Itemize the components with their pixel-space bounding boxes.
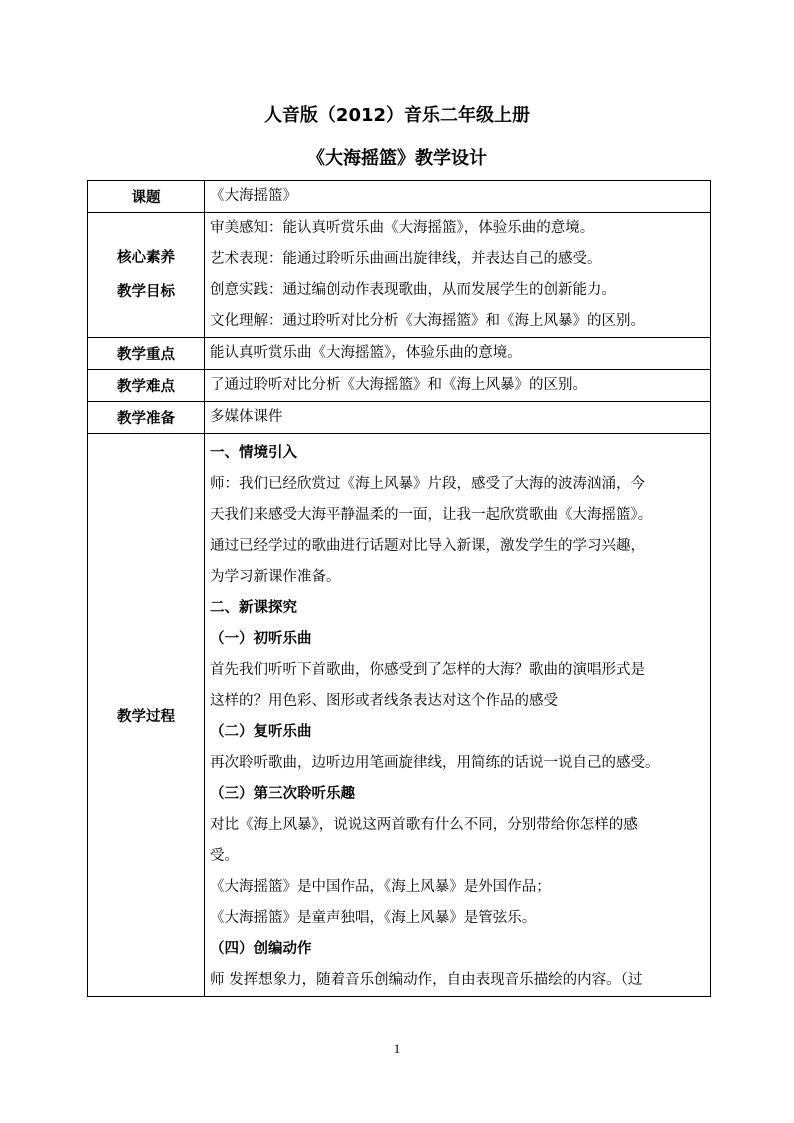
table-row-core-literacy [88,213,711,338]
label-line: 教学目标 [117,284,175,300]
content-line: 这样的？用色彩、图形或者线条表达对这个作品的感受 [210,693,558,709]
row-content-core-literacy [205,213,711,338]
row-label-core-literacy [88,213,205,338]
content-line: 多媒体课件 [210,409,283,425]
row-content-key-point [205,338,711,370]
table-row-preparation [88,402,711,434]
subsection-heading: （二）复听乐曲 [210,724,312,740]
table-row-difficulty [88,370,711,402]
row-content-difficulty [205,370,711,402]
table-row-key-point [88,338,711,370]
content-line: 为学习新课作准备。 [210,569,341,585]
row-label-difficulty: 教学难点 [88,370,205,402]
lesson-plan-table [87,180,711,997]
section-heading: 一、情境引入 [210,445,297,461]
page-number: 1 [393,1041,401,1056]
content-line: 能认真听赏乐曲《大海摇篮》，体验乐曲的意境。 [210,345,522,361]
table-row-process [88,434,711,997]
subsection-heading: （四）创编动作 [210,941,312,957]
table-row-topic [88,181,711,213]
row-label-topic: 课题 [88,181,205,213]
content-line: 审美感知：能认真听赏乐曲《大海摇篮》，体验乐曲的意境。 [210,220,595,236]
section-heading: 二、新课探究 [210,600,297,616]
content-line: 了通过聆听对比分析《大海摇篮》和《海上风暴》的区别。 [210,377,587,393]
content-line: 通过已经学过的歌曲进行话题对比导入新课，激发学生的学习兴趣， [210,538,645,554]
content-line: 《大海摇篮》是童声独唱，《海上风暴》是管弦乐。 [210,910,537,926]
content-line: 天我们来感受大海平静温柔的一面，让我一起欣赏歌曲《大海摇篮》。 [210,507,653,523]
label-line: 核心素养 [117,250,175,266]
row-label-key-point: 教学重点 [88,338,205,370]
page-subtitle: 《大海摇篮》教学设计 [307,148,487,169]
row-label-preparation: 教学准备 [88,402,205,434]
content-line: 创意实践：通过编创动作表现歌曲，从而发展学生的创新能力。 [210,282,616,298]
content-line: 文化理解：通过聆听对比分析《大海摇篮》和《海上风暴》的区别。 [210,313,645,329]
page-title: 人音版（2012）音乐二年级上册 [263,105,531,126]
content-line: 《大海摇篮》 [210,188,297,204]
content-line: 师：我们已经欣赏过《海上风暴》片段，感受了大海的波涛汹涌，今 [210,476,645,492]
content-line: 再次聆听歌曲，边听边用笔画旋律线，用简练的话说一说自己的感受。 [210,755,660,771]
row-content-topic [205,181,711,213]
content-line: 首先我们听听下首歌曲，你感受到了怎样的大海？歌曲的演唱形式是 [210,662,645,678]
content-line: 对比《海上风暴》，说说这两首歌有什么不同，分别带给你怎样的感 [210,817,638,833]
content-line: 艺术表现：能通过聆听乐曲画出旋律线，并表达自己的感受。 [210,251,602,267]
content-line: 受。 [210,848,239,864]
subsection-heading: （一）初听乐曲 [210,631,312,647]
row-content-preparation [205,402,711,434]
subsection-heading: （三）第三次聆听乐趣 [210,786,355,802]
row-label-process: 教学过程 [88,434,205,997]
content-line: 师 发挥想象力，随着音乐创编动作，自由表现音乐描绘的内容。（过 [210,972,643,988]
content-line: 《大海摇篮》是中国作品，《海上风暴》是外国作品； [210,879,551,895]
row-content-process [205,434,711,997]
